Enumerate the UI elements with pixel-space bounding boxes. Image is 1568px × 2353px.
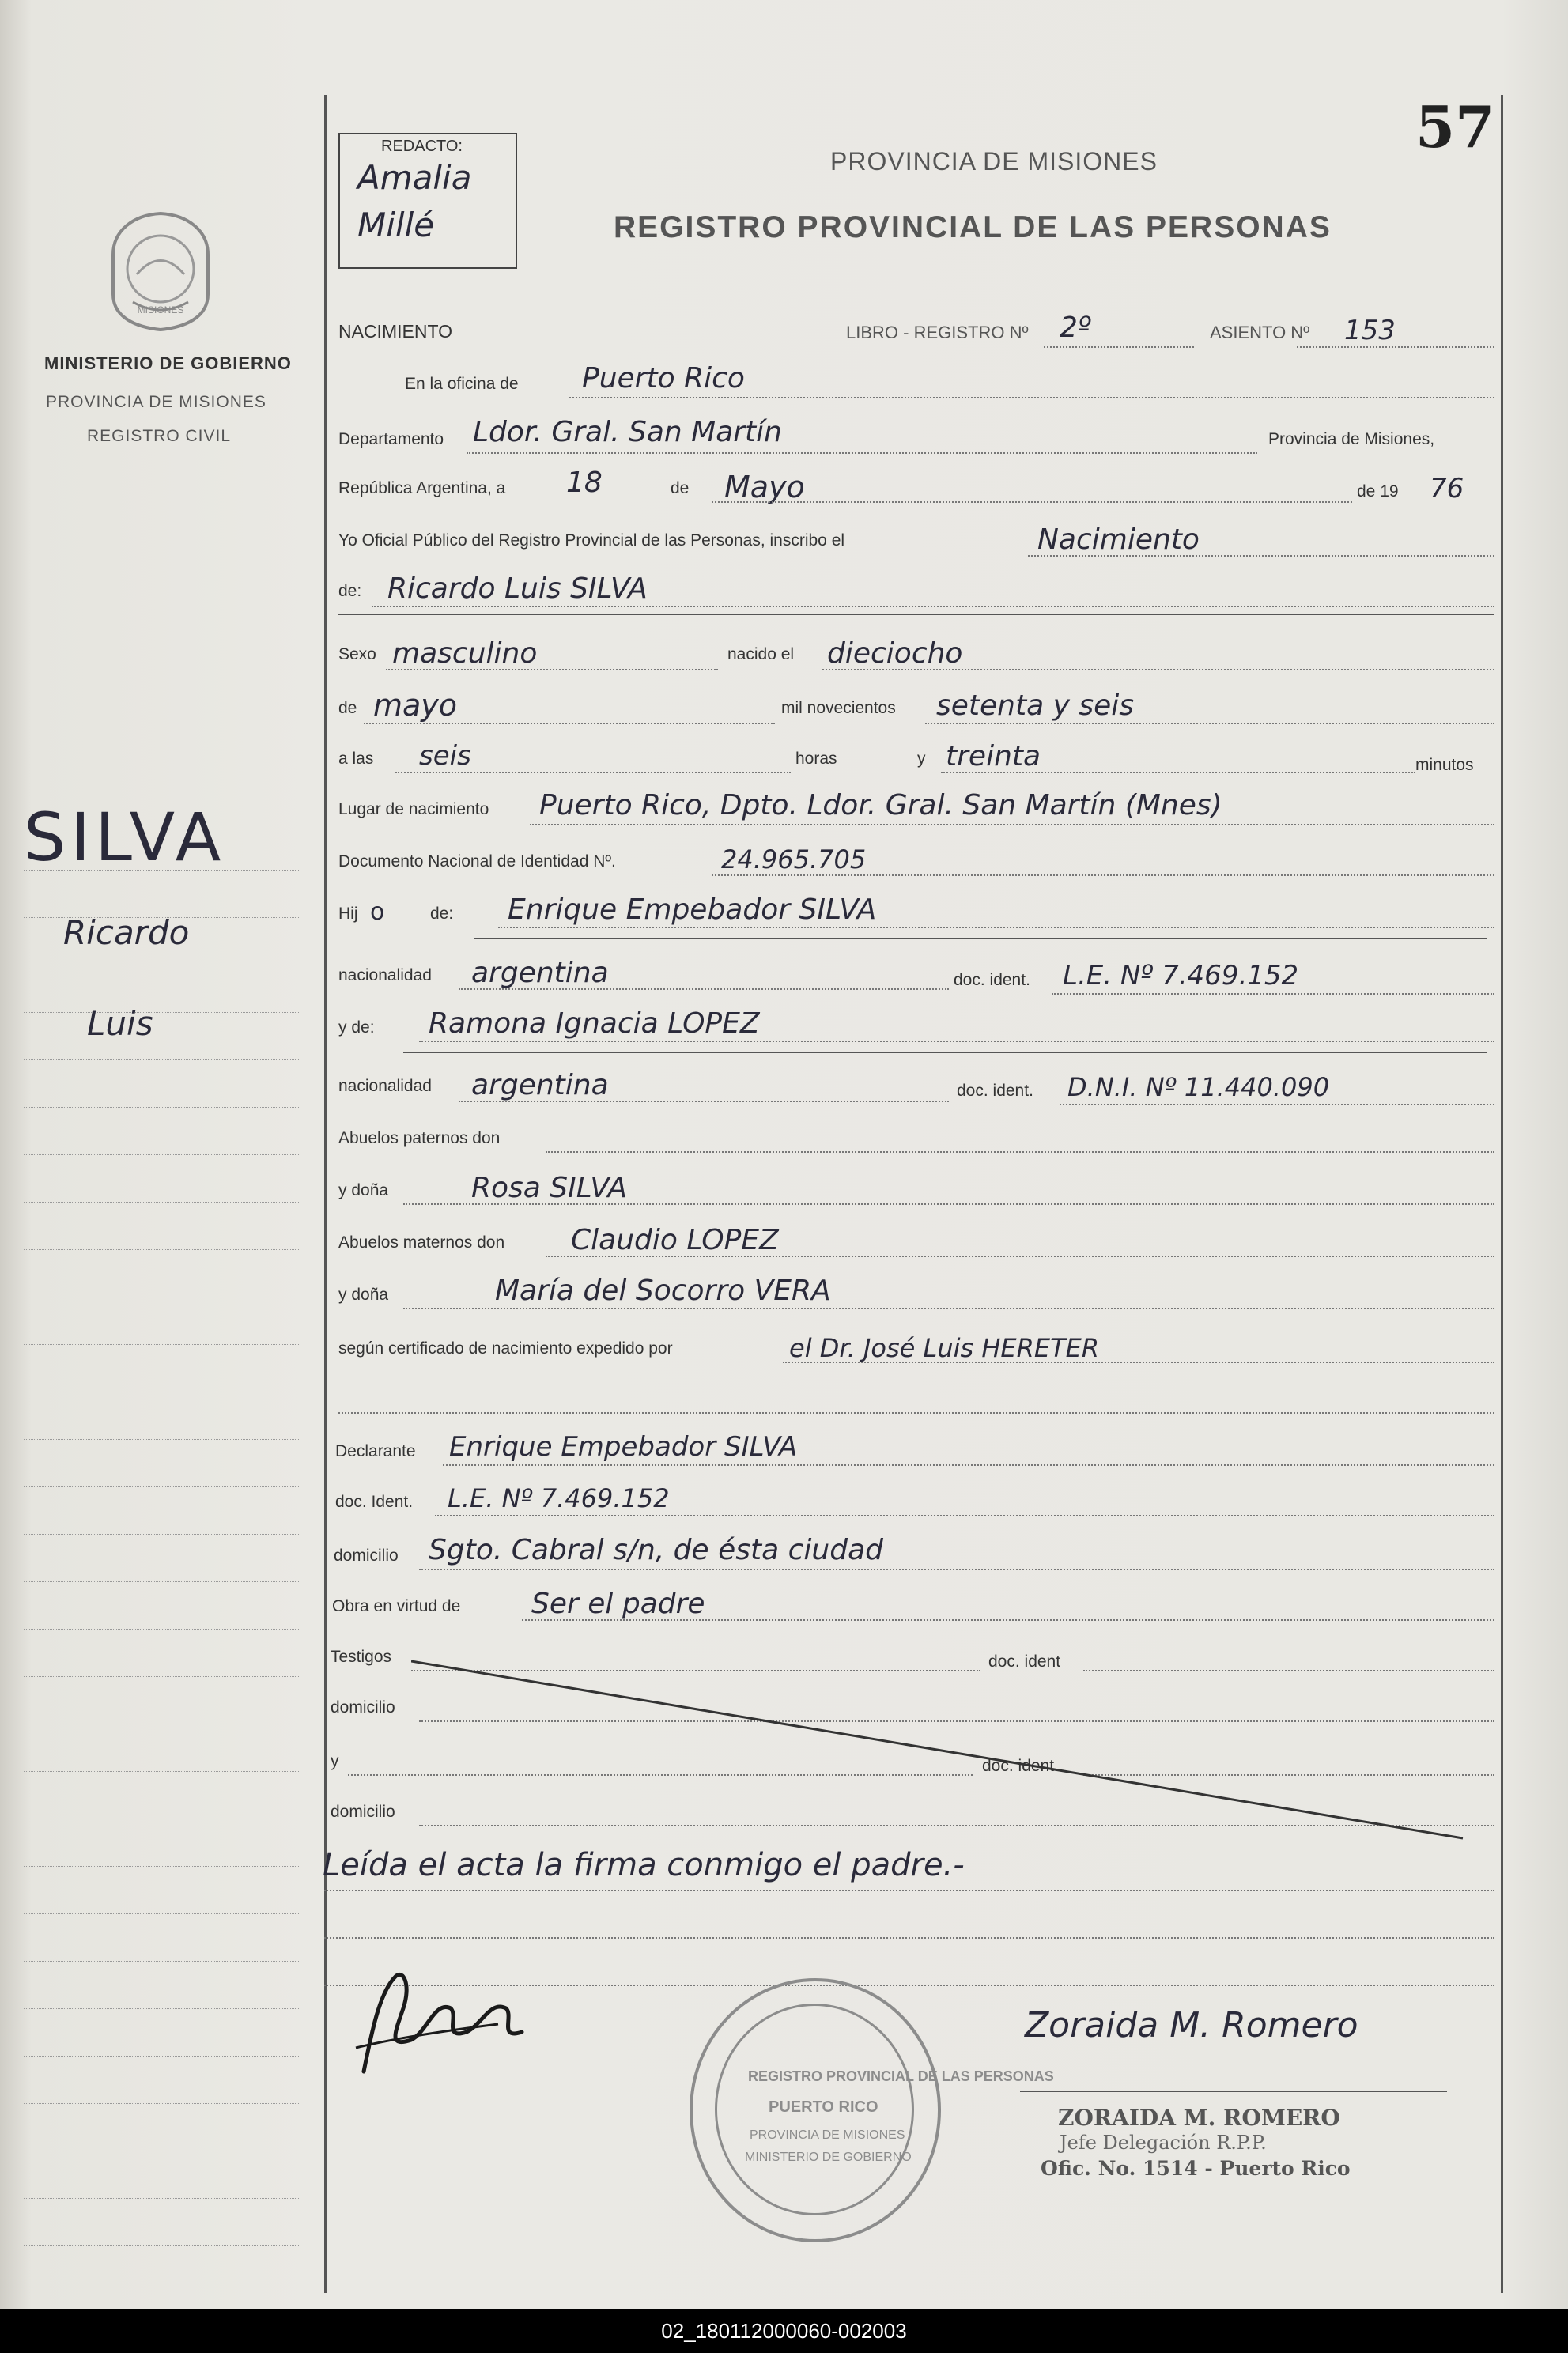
de-year-label: de 19 — [1357, 482, 1399, 500]
domicilio-label: domicilio — [334, 1547, 399, 1565]
oficial-value: Nacimiento — [1037, 523, 1200, 556]
asiento-label: ASIENTO Nº — [1210, 323, 1310, 342]
depto-value: Ldor. Gral. San Martín — [473, 416, 782, 448]
certificado-value: el Dr. José Luis HERETER — [789, 1333, 1100, 1363]
a-las-label: a las — [338, 750, 374, 768]
y-dona-label-1: y doña — [338, 1181, 389, 1199]
libro-value: 2º — [1060, 312, 1091, 344]
testigo-1-doc-label: doc. ident — [988, 1652, 1061, 1671]
declarante-signature — [340, 1945, 538, 2087]
declarante-value: Enrique Empebador SILVA — [449, 1431, 798, 1463]
doc-1-value: L.E. Nº 7.469.152 — [1063, 960, 1299, 991]
section-separator — [338, 614, 1494, 615]
padre-value: Enrique Empebador SILVA — [508, 893, 877, 926]
hijo-label: Hij — [338, 905, 358, 923]
testigos-strikethrough — [411, 1656, 1471, 1846]
sexo-value: masculino — [392, 637, 538, 670]
libro-label: LIBRO - REGISTRO Nº — [846, 323, 1029, 342]
dni-label: Documento Nacional de Identidad Nº. — [338, 852, 616, 871]
minutos-label: minutos — [1415, 756, 1474, 774]
nacionalidad-2-value: argentina — [471, 1069, 609, 1101]
leida-text: Leída el acta la firma conmigo el padre.- — [323, 1847, 965, 1883]
dni-value: 24.965.705 — [721, 844, 867, 874]
doc-2-label: doc. ident. — [957, 1082, 1033, 1100]
minutos-value: treinta — [946, 740, 1041, 772]
depto-label: Departamento — [338, 430, 444, 448]
left-border-line — [324, 95, 327, 2293]
sexo-label: Sexo — [338, 645, 376, 663]
right-border-line — [1501, 95, 1503, 2293]
doc-ident-value: L.E. Nº 7.469.152 — [448, 1483, 670, 1513]
provincial-seal-icon — [101, 207, 220, 334]
madre-value: Ramona Ignacia LOPEZ — [429, 1007, 760, 1040]
doc-1-label: doc. ident. — [954, 971, 1030, 989]
round-stamp-ministerio: MINISTERIO DE GOBIERNO — [745, 2151, 912, 2164]
republica-label: República Argentina, a — [338, 479, 506, 497]
y-dona-label-2: y doña — [338, 1286, 389, 1304]
redacto-label: REDACTO: — [381, 138, 463, 155]
margin-name-1: Ricardo — [63, 913, 190, 952]
header-provincia: PROVINCIA DE MISIONES — [830, 147, 1158, 176]
ministerio-label: MINISTERIO DE GOBIERNO — [44, 353, 292, 373]
lugar-label: Lugar de nacimiento — [338, 800, 489, 818]
testigo-2-y-label: y — [331, 1752, 339, 1770]
obra-label: Obra en virtud de — [332, 1597, 461, 1615]
nacido-label: nacido el — [727, 645, 795, 663]
mes-value: Mayo — [724, 470, 805, 504]
de-label-2: de: — [338, 582, 362, 600]
oficina-label: En la oficina de — [405, 375, 519, 393]
mil-label: mil novecientos — [781, 699, 896, 717]
abuela-materna-value: María del Socorro VERA — [495, 1275, 831, 1307]
nacionalidad-2-label: nacionalidad — [338, 1077, 432, 1095]
oficina-value: Puerto Rico — [582, 362, 745, 395]
testigo-2-doc-label: doc. ident. — [982, 1757, 1059, 1775]
abuela-paterna-value: Rosa SILVA — [471, 1172, 628, 1204]
oficial-stamp-title: Jefe Delegación R.P.P. — [1060, 2132, 1267, 2154]
doc-2-value: D.N.I. Nº 11.440.090 — [1067, 1072, 1330, 1102]
registro-civil-label: REGISTRO CIVIL — [87, 427, 232, 445]
redacto-box — [338, 133, 517, 269]
obra-value: Ser el padre — [531, 1588, 705, 1620]
abuelos-maternos-label: Abuelos maternos don — [338, 1233, 505, 1252]
de-label: de — [671, 479, 690, 497]
round-stamp-bottom: PROVINCIA DE MISIONES — [750, 2128, 905, 2142]
oficial-stamp-office: Ofic. No. 1514 - Puerto Rico — [1041, 2157, 1351, 2180]
nacido-value: dieciocho — [827, 637, 963, 670]
page-number: 57 — [1415, 93, 1495, 161]
provincia-label: Provincia de Misiones, — [1268, 430, 1435, 448]
oficial-label: Yo Oficial Público del Registro Provincial de las Personas, inscribo el — [338, 531, 845, 550]
hora-value: seis — [419, 740, 471, 772]
de-label-3: de — [338, 699, 357, 717]
lugar-value: Puerto Rico, Dpto. Ldor. Gral. San Martín (Mnes) — [539, 789, 1222, 821]
redacto-signature-2: Millé — [357, 206, 435, 244]
nombre-value: Ricardo Luis SILVA — [387, 572, 648, 605]
provincia-label-left: PROVINCIA DE MISIONES — [46, 393, 266, 411]
doc-ident-label: doc. Ident. — [335, 1493, 414, 1511]
image-caption: 02_180112000060-002003 — [0, 2309, 1568, 2353]
testigo-2-domicilio-label: domicilio — [331, 1803, 395, 1821]
left-margin-column — [0, 0, 324, 2309]
nacimiento-label: NACIMIENTO — [338, 321, 452, 342]
dia-value: 18 — [566, 466, 603, 499]
y-label: y — [917, 750, 926, 768]
testigos-label: Testigos — [331, 1648, 392, 1666]
horas-label: horas — [795, 750, 837, 768]
margin-name-2: Luis — [87, 1004, 153, 1043]
hijo-de-label: de: — [430, 905, 454, 923]
year-value: 76 — [1430, 473, 1464, 504]
domicilio-value: Sgto. Cabral s/n, de ésta ciudad — [429, 1534, 884, 1566]
oficial-signature: Zoraida M. Romero — [1025, 2005, 1358, 2045]
round-office-stamp — [690, 1978, 1054, 2242]
abuelo-materno-value: Claudio LOPEZ — [571, 1224, 779, 1256]
oficial-stamp-name: ZORAIDA M. ROMERO — [1058, 2105, 1340, 2131]
mil-value: setenta y seis — [936, 689, 1135, 722]
header-registro: REGISTRO PROVINCIAL DE LAS PERSONAS — [614, 210, 1332, 244]
declarante-label: Declarante — [335, 1442, 416, 1460]
mes2-value: mayo — [373, 688, 458, 723]
nacionalidad-1-value: argentina — [471, 957, 609, 989]
asiento-value: 153 — [1344, 315, 1396, 346]
round-stamp-center: PUERTO RICO — [769, 2098, 878, 2116]
testigo-1-domicilio-label: domicilio — [331, 1698, 395, 1717]
nacionalidad-1-label: nacionalidad — [338, 966, 432, 984]
hijo-suffix: o — [370, 898, 385, 926]
round-stamp-top: REGISTRO PROVINCIAL DE LAS PERSONAS — [748, 2068, 1054, 2084]
svg-text:MISIONES: MISIONES — [137, 304, 184, 315]
margin-surname: SILVA — [24, 799, 226, 876]
redacto-signature-1: Amalia — [357, 158, 472, 197]
y-de-label: y de: — [338, 1018, 375, 1037]
abuelos-paternos-label: Abuelos paternos don — [338, 1129, 501, 1147]
certificado-label: según certificado de nacimiento expedido por — [338, 1339, 673, 1358]
